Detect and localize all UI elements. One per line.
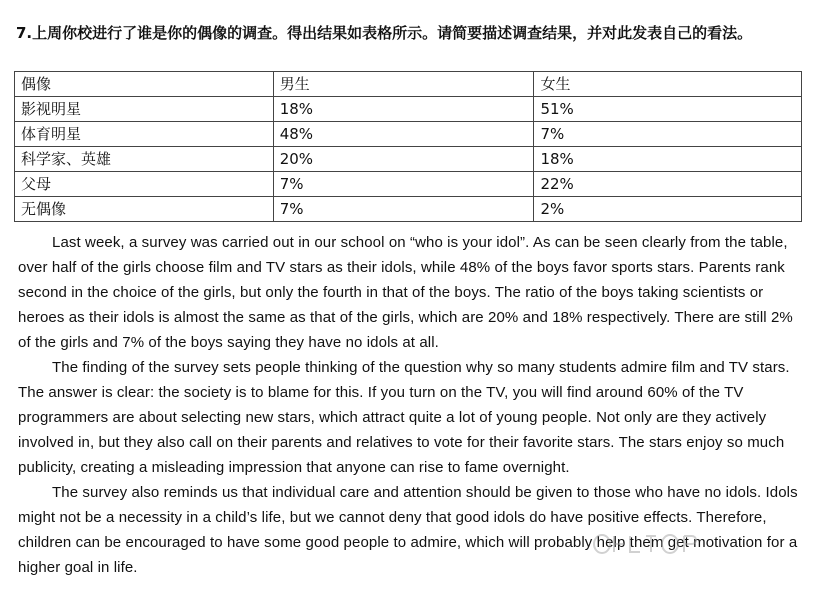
essay-paragraph-3: The survey also reminds us that individual care and attention should be given to those who have no idols. Idols might not be a necessity in a child’s life, but we cannot deny that good idols do have positive effects. Therefore, children can be encouraged to have some good people to admire, which will probably help them get motivation for a higher goal in life.: [18, 484, 798, 576]
question-prompt: 7.上周你校进行了谁是你的偶像的调查。得出结果如表格所示。请简要描述调查结果，并对此发表自己的看法。: [16, 24, 753, 42]
table-cell: 7%: [273, 172, 534, 197]
table-row: [15, 197, 802, 222]
table-cell: 51%: [534, 97, 802, 122]
table-row: [15, 147, 802, 172]
table-cell: 父母: [15, 172, 274, 197]
survey-table-body: [15, 72, 802, 222]
table-header-cell: 男生: [273, 72, 534, 97]
essay-paragraph-1: Last week, a survey was carried out in our school on “who is your idol”. As can be seen clearly from the table, over half of the girls choose film and TV stars as their idols, while 48% of the boys favor sports stars. Parents rank second in the choice of the girls, but only the fourth in that of the boys. The ratio of the boys taking scientists or heroes as their idols is almost the same as that of the girls, which are 20% and 18% respectively. There are still 2% of the girls and 7% of the boys saying they have no idols at all.: [18, 234, 793, 351]
table-cell: 体育明星: [15, 122, 274, 147]
table-cell: 7%: [273, 197, 534, 222]
table-cell: 18%: [534, 147, 802, 172]
table-cell: 科学家、英雄: [15, 147, 274, 172]
essay-paragraph-2: The finding of the survey sets people thinking of the question why so many students admire film and TV stars. The answer is clear: the society is to blame for this. If you turn on the TV, you will find around 60% of the TV programmers are about selecting new stars, which attract quite a lot of young people. Not only are they actively involved in, but they also call on their parents and relatives to vote for their favorite stars. The stars enjoy so much publicity, creating a misleading impression that anyone can rise to fame overnight.: [18, 359, 790, 476]
table-cell: 2%: [534, 197, 802, 222]
survey-table: [14, 71, 802, 222]
table-cell: 影视明星: [15, 97, 274, 122]
table-cell: 无偶像: [15, 197, 274, 222]
table-cell: 22%: [534, 172, 802, 197]
table-cell: 7%: [534, 122, 802, 147]
table-header-row: [15, 72, 802, 97]
baidu-jingyan-watermark-logo: [590, 530, 710, 558]
table-cell: 48%: [273, 122, 534, 147]
table-row: [15, 122, 802, 147]
table-header-cell: 女生: [534, 72, 802, 97]
table-row: [15, 172, 802, 197]
essay-body: [18, 230, 804, 580]
table-row: [15, 97, 802, 122]
table-cell: 18%: [273, 97, 534, 122]
table-cell: 20%: [273, 147, 534, 172]
table-header-cell: 偶像: [15, 72, 274, 97]
